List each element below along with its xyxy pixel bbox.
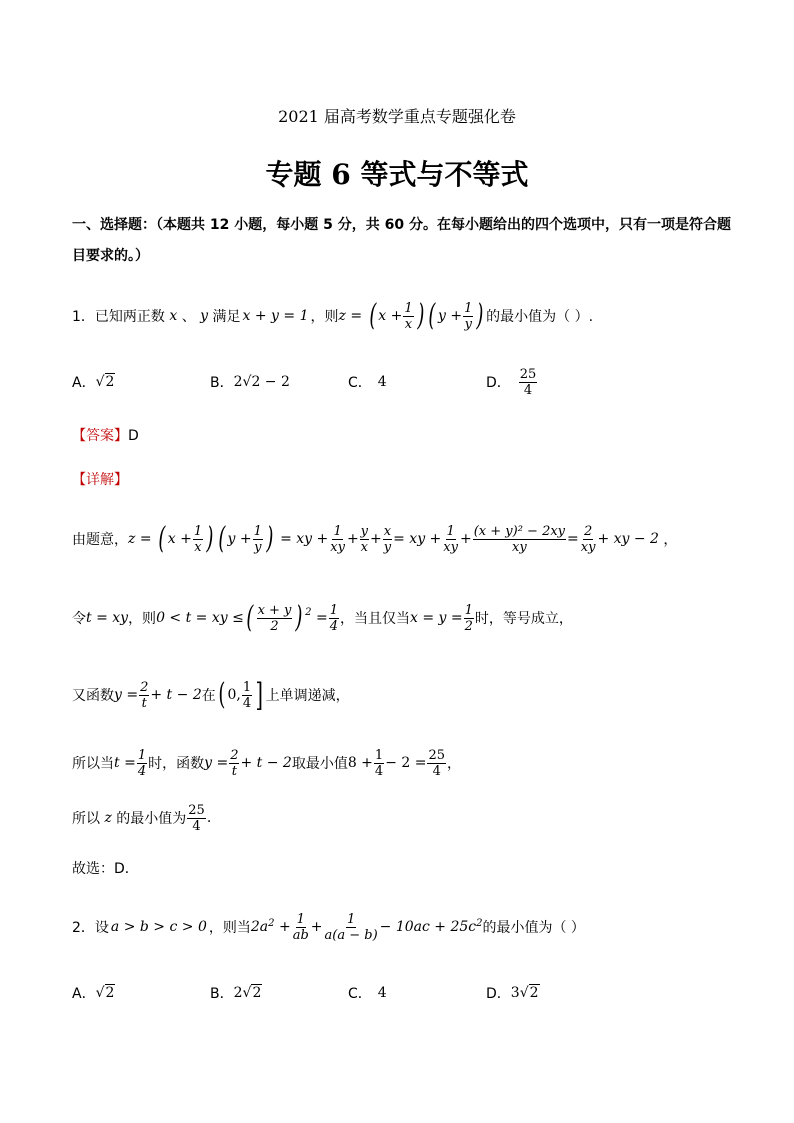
option-value: 4 [377, 374, 387, 390]
step2-def: t = xy [86, 610, 129, 626]
step-mid: 时，函数 [148, 756, 205, 772]
option-label: B． [210, 375, 234, 391]
q1-option-b[interactable] [210, 364, 290, 400]
step-suffix: 上单调递减， [265, 688, 350, 704]
q2-prefix: 2．设 [72, 920, 109, 936]
sqrt-icon: √2 [95, 374, 115, 390]
step3-interval: ( 0, $\frac{1}{4}$ ] [218, 676, 264, 714]
q1-prefix: 1．已知两正数 [72, 309, 165, 325]
step1-expression: z = ( x + $\frac{1}{x}$ ) ( y + $\frac{1}{y}$ ) = xy + $\frac{1}{xy}$ + $\frac{y}{x}$ + $\frac{x}{y}$ = xy + $\frac{1}{xy}$ + $\frac{\text{(x + y)² − 2xy}}{xy}$ = $\frac{2}{xy}$ + xy − 2 [128, 521, 659, 556]
step-mid: ，则 [128, 611, 157, 627]
q2-suffix: 的最小值为（ ） [482, 920, 585, 936]
q1-option-c[interactable] [348, 364, 387, 400]
solution-step-4 [72, 739, 461, 787]
option-label: B． [210, 986, 234, 1002]
option-label: D． [486, 986, 511, 1002]
q1-suffix: 的最小值为（ ）. [486, 309, 594, 325]
sqrt-icon: √2 [95, 985, 115, 1001]
q1-manzu: 满足 [212, 309, 241, 325]
option-label: C． [348, 986, 372, 1002]
sqrt-icon: √2 [242, 985, 262, 1001]
step3-func: y = $\frac{2}{t}$ + t − 2 [114, 679, 202, 711]
solution-step-3 [72, 671, 350, 719]
q2-expression: 2a 2 + $\frac{1}{ab}$ + $\frac{1}{a(a - b)}$ − 10ac + 25c $^2$ [250, 911, 483, 943]
step-suffix: . [206, 810, 212, 826]
option-label: A． [72, 986, 96, 1002]
solution-conclusion: 故选：D． [72, 861, 139, 877]
step-prefix: 所以当 [72, 756, 114, 772]
option-label: A． [72, 375, 96, 391]
q1-option-a[interactable] [72, 364, 115, 400]
step4-value: 8 + $\frac{1}{4}$ − 2 = $\frac{25}{4}$ [347, 747, 446, 779]
option-fraction: $\frac{25}{4}$ [519, 366, 537, 398]
q2-option-c[interactable] [348, 978, 387, 1008]
step2-eq: x = y = $\frac{1}{2}$ [409, 602, 473, 634]
step-prefix: 令 [72, 611, 86, 627]
step-suffix: ， [658, 532, 678, 548]
section-heading-line1: 一、选择题：（本题共 12 小题，每小题 5 分，共 60 分。在每小题给出的四个选项中，只有一项是符合题 [72, 217, 731, 233]
sqrt-icon: √2 [519, 985, 539, 1001]
solution-step-5 [72, 796, 211, 840]
var-x: x [164, 308, 182, 324]
q2-option-d[interactable] [486, 978, 540, 1008]
step4-t: t = $\frac{1}{4}$ [114, 747, 147, 779]
q1-then: ，则 [310, 309, 339, 325]
var-y: y [195, 308, 213, 324]
step-mid: 的最小值为 [116, 811, 187, 827]
step-suffix: ， [447, 756, 462, 772]
step-prefix: 又函数 [72, 688, 114, 704]
step4-func: y = $\frac{2}{t}$ + t − 2 [204, 747, 292, 779]
option-coef: 3 [510, 985, 520, 1001]
q1-expression: z = ( x + $\frac{1}{x}$ ) ( y + $\frac{1}{y}$ ) [338, 298, 484, 333]
doc-title: 专题 6 等式与不等式 [265, 158, 529, 191]
step5-value: $\frac{25}{4}$ [188, 802, 205, 834]
option-value: 2√2 − 2 [233, 374, 290, 390]
question-2 [72, 904, 585, 950]
solution-step-2 [72, 594, 573, 642]
answer-line [72, 425, 139, 445]
solution-step-1 [72, 515, 677, 563]
q1-option-d[interactable] [486, 362, 538, 402]
q1-comma: 、 [181, 309, 196, 325]
option-label: C． [348, 375, 372, 391]
answer-tag: 【答案】 [72, 428, 128, 444]
option-value: 4 [377, 985, 387, 1001]
step-suffix: 时，等号成立， [474, 611, 573, 627]
step-prefix: 所以 [72, 811, 100, 827]
q2-option-a[interactable] [72, 978, 115, 1008]
option-label: D． [486, 375, 511, 391]
q2-option-b[interactable] [210, 978, 262, 1008]
step2-ineq: 0 < t = xy ≤ ( $\frac{x + y}{2}$ ) $^2$ = $\frac{1}{4}$ [156, 600, 338, 635]
step-mid2: ，当且仅当 [339, 611, 410, 627]
q2-condition: a > b > c > 0 [110, 919, 207, 935]
q2-then: ，则当 [208, 920, 251, 936]
question-1 [72, 294, 593, 338]
answer-value: D [128, 428, 139, 444]
doc-subtitle: 2021 届高考数学重点专题强化卷 [278, 107, 516, 126]
section-heading-line2: 目要求的。） [72, 248, 149, 264]
option-coef: 2 [233, 985, 243, 1001]
step-in: 在 [201, 688, 216, 704]
step-mid2: 取最小值 [291, 756, 348, 772]
q1-condition: x + y = 1 [242, 308, 309, 324]
step-prefix: 由题意， [72, 532, 128, 548]
var-z: z [100, 810, 117, 826]
detail-tag: 【详解】 [72, 472, 128, 488]
